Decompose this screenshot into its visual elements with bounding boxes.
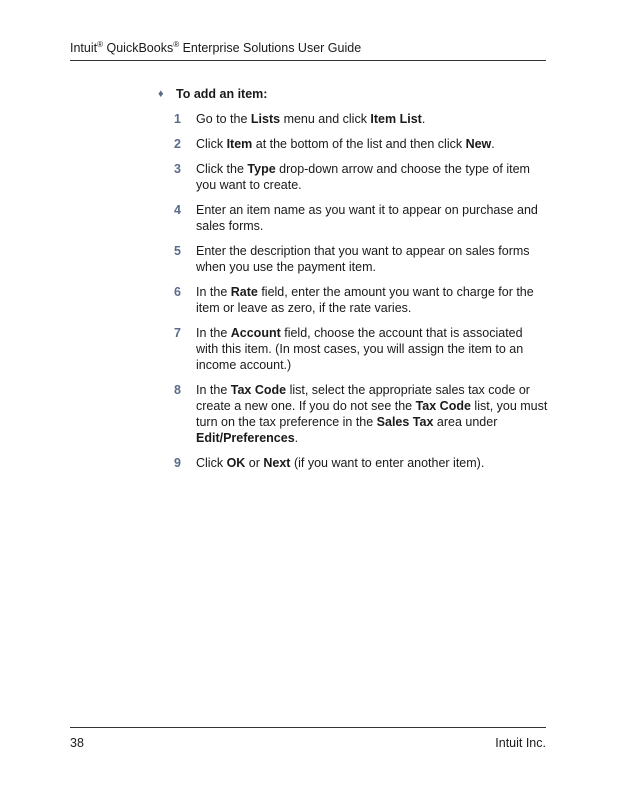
step-text-run: field, choose the account that is associated with this item. (In most cases, you will assign the item to an income account.) [196,326,524,372]
step-text-run: list, you must turn on the tax preference in the [196,399,548,429]
procedure-title: To add an item: [176,87,268,101]
step-text [196,284,548,316]
step-number: 1 [174,112,181,126]
ui-term: Type [247,162,276,176]
step-text-run: Click the [196,162,248,176]
ui-term: New [465,137,492,151]
header-rest: Enterprise Solutions User Guide [179,41,362,56]
step-item [158,161,548,193]
step-text [196,455,548,471]
ui-term: Item List [370,112,422,126]
step-text [196,382,548,446]
step-text-run: Click [196,456,227,470]
step-text [196,161,548,193]
header-brand: Intuit [70,41,98,56]
step-item [158,284,548,316]
step-text-run: . [491,137,495,151]
footer-company: Intuit Inc. [495,736,546,750]
step-text-run: area under [433,415,498,429]
step-text-run: list, select the appropriate sales tax code or create a new one. If you do not see the [196,383,530,413]
step-number: 9 [174,456,181,470]
step-text [196,111,548,127]
step-number: 4 [174,203,181,217]
registered-mark: ® [97,40,104,49]
step-text-run: field, enter the amount you want to charge for the item or leave as zero, if the rate varies. [196,285,534,315]
step-text-run: In the [196,326,231,340]
step-text-run: at the bottom of the list and then click [252,137,466,151]
ui-term: Edit/Preferences [196,431,295,445]
step-text-run: or [245,456,264,470]
step-number: 3 [174,162,181,176]
step-text [196,243,548,275]
step-number: 7 [174,326,181,340]
header-product: QuickBooks [106,41,174,56]
page-number: 38 [70,736,84,750]
running-header [70,40,546,61]
step-item [158,243,548,275]
step-number: 2 [174,137,181,151]
step-item [158,325,548,373]
ui-term: Tax Code [230,383,287,397]
step-text-run: . [421,112,426,126]
ui-term: OK [226,456,246,470]
step-number: 6 [174,285,181,299]
step-text-run: In the [196,383,231,397]
step-text-run: menu and click [280,112,371,126]
step-item [158,455,548,471]
step-text [196,325,548,373]
step-text [196,202,548,234]
step-item [158,382,548,446]
step-number: 5 [174,244,181,258]
step-text-run: Go to the [196,112,251,126]
ui-term: Next [263,456,291,470]
step-text [196,136,548,152]
step-text-run: drop-down arrow and choose the type of item you want to create. [196,162,530,192]
step-number: 8 [174,383,181,397]
step-text-run: Enter an item name as you want it to appear on purchase and sales forms. [196,203,538,233]
registered-mark: ® [173,40,180,49]
step-text-run: Click [196,137,227,151]
ui-term: Lists [250,112,281,126]
diamond-icon: ♦ [158,88,164,100]
step-item [158,136,548,152]
ui-term: Sales Tax [376,415,434,429]
ui-term: Tax Code [415,399,471,413]
page-footer [70,727,546,750]
ui-term: Rate [230,285,258,299]
step-list [158,111,548,471]
step-item [158,202,548,234]
step-text-run: (if you want to enter another item). [290,456,485,470]
ui-term: Account [230,326,281,340]
step-item [158,111,548,127]
step-text-run: In the [196,285,231,299]
step-text-run: Enter the description that you want to appear on sales forms when you use the payment item. [196,244,530,274]
procedure [158,87,548,480]
ui-term: Item [226,137,253,151]
procedure-heading [158,87,548,101]
step-text-run: . [294,431,299,445]
